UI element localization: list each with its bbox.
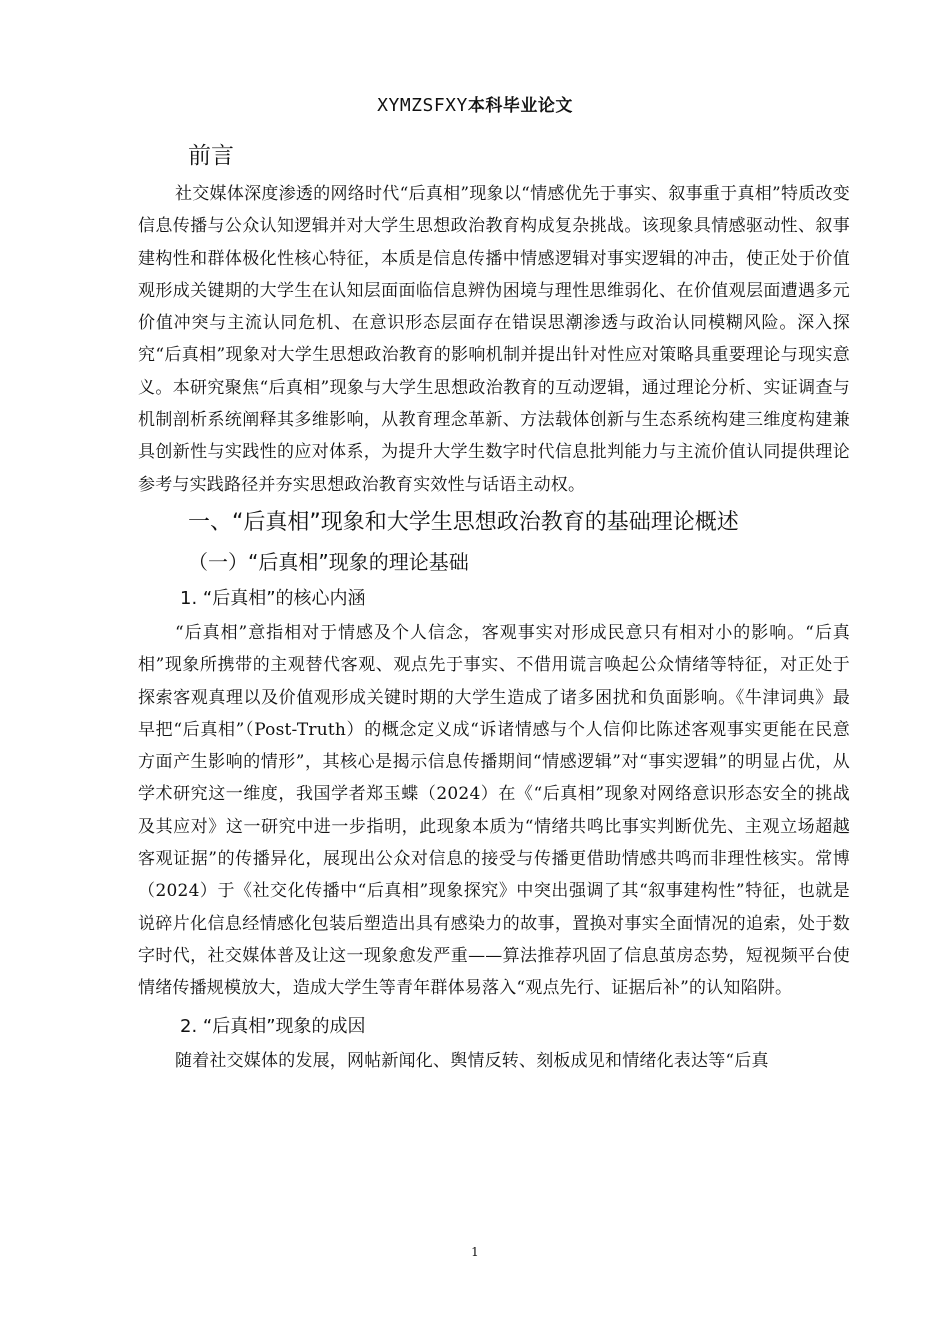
running-header (0, 92, 950, 119)
preface-paragraph: 社交媒体深度渗透的网络时代“后真相”现象以“情感优先于事实、叙事重于真相”特质改变信息传播与公众认知逻辑并对大学生思想政治教育构成复杂挑战。该现象具情感驱动性、叙事建构性和群体极化性核心特征，本质是信息传播中情感逻辑对事实逻辑的冲击，使正处于价值观形成关键期的大学生在认知层面面临信息辨伪困境与理性思维弱化、在价值观层面遭遇多元价值冲突与主流认同危机、在意识形态层面存在错误思潮渗透与政治认同模糊风险。深入探究“后真相”现象对大学生思想政治教育的影响机制并提出针对性应对策略具重要理论与现实意义。本研究聚焦“后真相”现象与大学生思想政治教育的互动逻辑，通过理论分析、实证调查与机制剖析系统阐释其多维影响，从教育理念革新、方法载体创新与生态系统构建三维度构建兼具创新性与实践性的应对体系，为提升大学生数字时代信息批判能力与主流价值认同提供理论参考与实践路径并夯实思想政治教育实效性与话语主动权。 (138, 184, 850, 495)
document-body (138, 138, 850, 1077)
section-heading: （一）“后真相”现象的理论基础 (188, 549, 469, 574)
subsection-heading-core-meaning: 1. “后真相”的核心内涵 (180, 587, 366, 609)
preface-heading: 前言 (188, 143, 234, 169)
causes-paragraph: 随着社交媒体的发展，网帖新闻化、舆情反转、刻板成见和情绪化表达等“后真 (175, 1050, 769, 1071)
chapter-heading: 一、“后真相”现象和大学生思想政治教育的基础理论概述 (188, 509, 739, 535)
subsection-heading-causes: 2. “后真相”现象的成因 (180, 1015, 366, 1037)
header-code: XYMZSFXY (377, 95, 468, 116)
core-meaning-paragraph: “后真相”意指相对于情感及个人信念，客观事实对形成民意只有相对小的影响。“后真相”现象所携带的主观替代客观、观点先于事实、不借用谎言唤起公众情绪等特征，对正处于探索客观真理以及价值观形成关键时期的大学生造成了诸多困扰和负面影响。《牛津词典》最早把“后真相”（Post-Truth）的概念定义成“诉诸情感与个人信仰比陈述客观事实更能在民意方面产生影响的情形”，其核心是揭示信息传播期间“情感逻辑”对“事实逻辑”的明显占优，从学术研究这一维度，我国学者郑玉蝶（2024）在《“后真相”现象对网络意识形态安全的挑战及其应对》这一研究中进一步指明，此现象本质为“情绪共鸣比事实判断优先、主观立场超越客观证据”的传播异化，展现出公众对信息的接受与传播更借助情感共鸣而非理性核实。常博（2024）于《社交化传播中“后真相”现象探究》中突出强调了其“叙事建构性”特征，也就是说碎片化信息经情感化包装后塑造出具有感染力的故事，置换对事实全面情况的追索，处于数字时代，社交媒体普及让这一现象愈发严重——算法推荐巩固了信息茧房态势，短视频平台使情绪传播规模放大，造成大学生等青年群体易落入“观点先行、证据后补”的认知陷阱。 (138, 622, 850, 999)
page-number: 1 (471, 1245, 479, 1259)
header-label: 本科毕业论文 (467, 96, 573, 116)
